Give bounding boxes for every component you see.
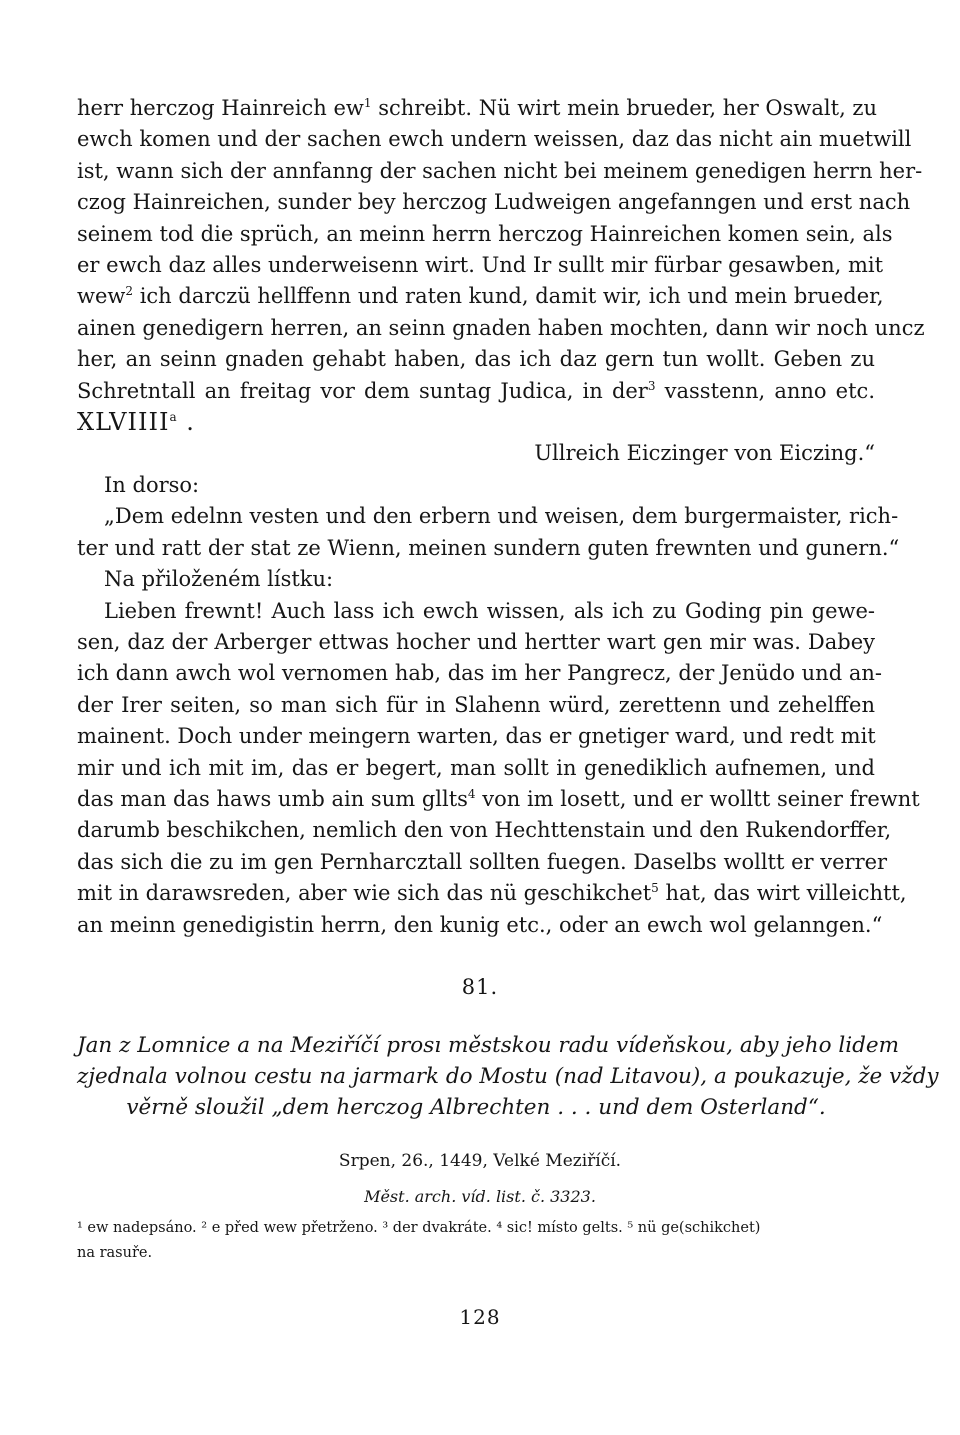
slip-line: Lieben frewnt! Auch lass ich ewch wissen, als ich zu Goding pin gewe- (104, 598, 875, 623)
slip-line: mit in darawsreden, aber wie sich das nü geschikchet$^5$ hat, das wirt villeichtt, (77, 881, 907, 906)
footnote-line: ¹ ew nadepsáno. ² e před wew přetrženo. ³ der dvakráte. ⁴ sic! místo gelts. ⁵ nü ge(schikchet) (77, 1220, 761, 1236)
letter-line: wew$^2$ ich darczü hellffenn und raten kund, damit wir, ich und mein brueder, (77, 284, 884, 309)
slip-line: ich dann awch wol vernomen hab, das im her Pangrecz, der Jenüdo und an- (77, 661, 882, 686)
regest-line: Jan z Lomnice a na Meziříčí prosı městskou radu vídeňskou, aby jeho lidem (77, 1033, 900, 1058)
footnote-ref: 5 (651, 881, 659, 896)
letter-line: ewch komen und der sachen ewch undern weissen, daz das nicht ain muetwill (77, 127, 912, 152)
regest-line: zjednala volnou cestu na jarmark do Mostu (nad Litavou), a poukazuje, že vždy (77, 1064, 939, 1089)
archive-source: Měst. arch. víd. list. č. 3323. (364, 1187, 596, 1206)
date-place-line: Srpen, 26., 1449, Velké Meziříčí. (338, 1151, 622, 1171)
signature: Ullreich Eiczinger von Eiczing.“ (534, 441, 875, 466)
slip-line: sen, daz der Arberger ettwas hocher und hertter wart gen mir was. Dabey (77, 629, 875, 654)
footnote-ref: 1 (363, 96, 372, 110)
regest (77, 1030, 939, 1123)
document-number: 81. (461, 975, 499, 999)
note-ref: a (169, 410, 178, 425)
slip-line: darumb beschikchen, nemlich den von Hechttenstain und den Rukendorffer, (77, 818, 892, 843)
letter-body (77, 93, 925, 941)
slip-line: mainent. Doch under meingern warten, das er gnetiger ward, und redt mit (77, 724, 876, 749)
letter-line: er ewch daz alles underweisenn wirt. Und Ir sullt mir fürbar gesawben, mit (77, 253, 884, 278)
letter-line: herr herczog Hainreich $ew^1$ schreibt. Nü wirt mein brueder, her Oswalt, zu (77, 96, 878, 120)
footnote-line: na rasuře. (77, 1245, 153, 1261)
letter-line: seinem tod die sprüch, an meinn herrn herczog Hainreichen komen sein, als (77, 221, 893, 246)
slip-line: das man das haws umb ain sum gllts$^4$ von im losett, und er wolltt seiner frewnt (77, 786, 920, 811)
letter-line: ainen genedigern herren, an seinn gnaden haben mochten, dann wir noch uncz (77, 315, 925, 340)
slip-line: an meinn genedigistin herrn, den kunig etc., oder an ewch wol gelanngen.“ (77, 912, 883, 937)
footnote-ref: 2 (125, 284, 134, 299)
letter-line: Schretntall an freitag vor dem suntag Judica, in der$^3$ vasstenn, anno etc. (77, 378, 875, 403)
page-number: 128 (459, 1305, 501, 1329)
footnotes (77, 1216, 875, 1266)
slip-heading: Na přiloženém lístku: (104, 567, 334, 592)
letter-line: her, an seinn gnaden gehabt haben, das ich daz gern tun wollt. Geben zu (77, 347, 875, 372)
regest-line: věrně sloužil „dem herczog Albrechten . . . und dem Osterland“. (126, 1095, 826, 1120)
footnote-ref: 3 (647, 378, 656, 393)
letter-year-line: XLVIIII$^a$ . (77, 408, 195, 437)
letter-line: czog Hainreichen, sunder bey herczog Ludweigen angefanngen und erst nach (77, 190, 911, 215)
slip-line: das sich die zu im gen Pernharcztall sollten fuegen. Daselbs wolltt er verrer (77, 849, 888, 874)
dorso-heading: In dorso: (104, 472, 200, 497)
letter-line: ist, wann sich der annfanng der sachen nicht bei meinem genedigen herrn her- (77, 158, 923, 183)
footnote-ref: 4 (467, 786, 476, 801)
dorso-line: „Dem edelnn vesten und den erbern und weisen, dem burgermaister, rich- (104, 504, 899, 529)
dorso-line: ter und ratt der stat ze Wienn, meinen sundern guten frewnten und gunern.“ (77, 535, 900, 560)
slip-line: mir und ich mit im, das er begert, man sollt in genediklich aufnemen, und (77, 755, 875, 780)
slip-line: der Irer seiten, so man sich für in Slahenn würd, zerettenn und zehelffen (77, 692, 875, 717)
